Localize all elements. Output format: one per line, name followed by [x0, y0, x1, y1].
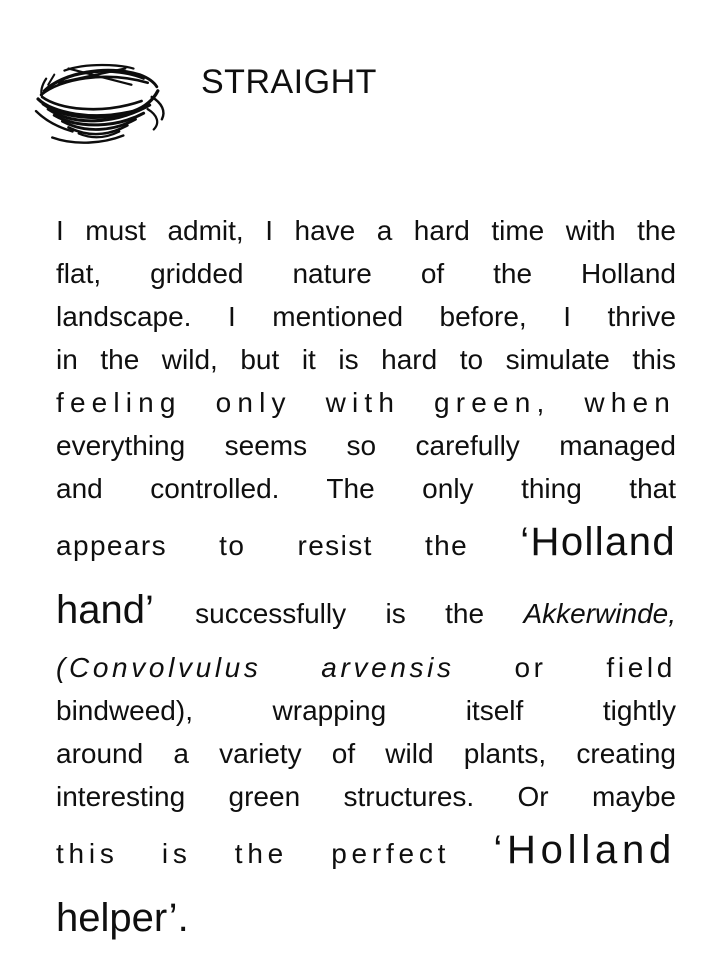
text-line-7: [56, 467, 676, 510]
text-line-3: [56, 295, 676, 338]
text-segment-italic: (Convolvulus arvensis: [56, 652, 455, 683]
text-line-1: [56, 209, 676, 252]
text-segment: or field: [454, 652, 676, 683]
text-line-15: [56, 886, 676, 954]
text-line-6: [56, 424, 676, 467]
text-segment-italic: Akkerwinde,: [523, 598, 676, 629]
body-paragraph: [56, 209, 676, 954]
text-segment: feeling only with green, when: [56, 387, 676, 418]
text-segment-large: ‘Holland: [520, 520, 676, 564]
text-line-14: [56, 818, 676, 886]
text-segment-large: ‘Holland: [493, 828, 676, 872]
text-line-12: [56, 732, 676, 775]
text-line-2: [56, 252, 676, 295]
text-line-10: [56, 646, 676, 689]
nest-scribble-icon: [34, 56, 170, 146]
text-segment-large: hand’: [56, 588, 196, 632]
text-line-8: [56, 510, 676, 578]
text-line-11: [56, 689, 676, 732]
text-segment: this is the perfect: [56, 838, 494, 869]
text-line-4: [56, 338, 676, 381]
text-segment: interesting green structures. Or maybe: [56, 781, 676, 812]
page-title: STRAIGHT: [201, 63, 377, 101]
text-segment: in the wild, but it is hard to simulate this: [56, 344, 676, 375]
text-segment: everything seems so carefully managed: [56, 430, 676, 461]
text-segment: landscape. I mentioned before, I thrive: [56, 301, 676, 332]
text-segment: flat, gridded nature of the Holland: [56, 258, 676, 289]
text-segment: appears to resist the: [56, 530, 521, 561]
text-segment: around a variety of wild plants, creating: [56, 738, 676, 769]
text-segment: successfully is the: [195, 598, 524, 629]
text-line-13: [56, 775, 676, 818]
text-segment-large: helper’.: [56, 896, 189, 940]
text-segment: I must admit, I have a hard time with the: [56, 215, 676, 246]
text-segment: bindweed), wrapping itself tightly: [56, 695, 676, 726]
text-line-5: [56, 381, 676, 424]
text-line-9: [56, 578, 676, 646]
text-segment: and controlled. The only thing that: [56, 473, 676, 504]
